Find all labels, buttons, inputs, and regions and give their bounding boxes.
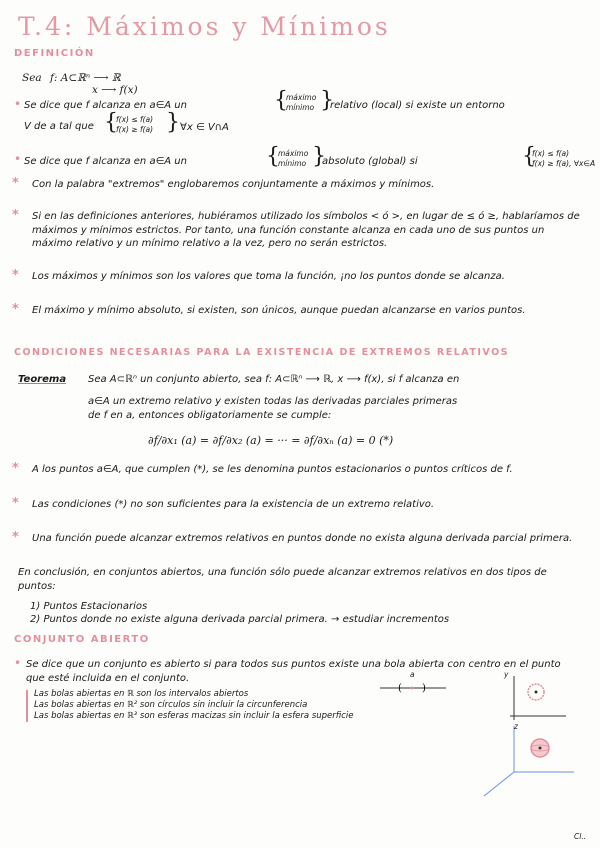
note-valores: Los máximos y mínimos son los valores que toma la función, ¡no los puntos donde se alcanza. [32,271,505,282]
interval-center-label: a [410,670,415,679]
bullet-icon: • [14,97,22,111]
theorem-label: Teorema [18,374,67,385]
page-title: T.4: Máximos y Mínimos [18,12,391,41]
def-relative-b: relativo (local) si existe un entorno [330,100,505,111]
sea-label: Sea [22,72,42,84]
left-brace-icon: { [104,110,118,135]
section-heading-condiciones: CONDICIONES NECESARIAS PARA LA EXISTENCIA DE EXTREMOS RELATIVOS [14,347,509,358]
brace-min-label: mínimo [278,159,307,168]
asterisk-icon: * [12,208,19,223]
svg-text:): ) [422,683,426,694]
page-footer: Cl.. [574,832,587,841]
def-absolute-b: absoluto (global) si [322,156,418,167]
theorem-line-3: de f en a, entonces obligatoriamente se cumple: [88,410,332,421]
point-type-2: 2) Puntos donde no existe alguna derivada parcial primera. → estudiar incrementos [30,614,450,625]
right-brace-icon: } [312,144,326,169]
ball-r3: Las bolas abiertas en ℝ³ son esferas macizas sin incluir la esfera superficie [34,711,354,721]
def-relative-a: Se dice que f alcanza en a∈A un [24,100,187,111]
brace-max-label: máximo [278,149,309,158]
note-estrictos: Si en las definiciones anteriores, hubiéramos utilizado los símbolos < ó >, en lugar de ≤ ó ≥, hablaríamos de máximos y mínimos estrictos. Por tanto, una función constante alcanza en cada uno de sus puntos un máximo relativo y un mínimo relativo a la vez, pero no serán estrictos. [32,211,580,249]
left-brace-icon: { [522,144,536,169]
interval-sketch-icon [378,676,448,696]
theorem-line-1: Sea A⊂ℝⁿ un conjunto abierto, sea f: A⊂ℝⁿ ⟶ ℝ, x ⟶ f(x), si f alcanza en [88,374,460,385]
variable-mapping: x ⟶ f(x) [92,84,138,96]
left-brace-icon: { [266,144,280,169]
note-sin-derivada: Una función puede alcanzar extremos relativos en puntos donde no exista alguna derivada parcial primera. [32,533,573,544]
asterisk-icon: * [12,176,19,191]
function-mapping: f: A⊂ℝⁿ ⟶ ℝ [50,72,121,84]
bracket-line [26,690,28,722]
plane-ball-sketch-icon [500,672,570,722]
brace-min-label: mínimo [286,103,315,112]
note-unicos: El máximo y mínimo absoluto, si existen, son únicos, aunque puedan alcanzarse en varios puntos. [32,305,526,316]
axis-z-label: z [514,722,518,731]
section-heading-conjunto: CONJUNTO ABIERTO [14,634,150,645]
axis-y-label: y [504,670,509,679]
cond-min: f(x) ≥ f(a) [116,125,154,134]
svg-text:(: ( [398,683,402,694]
sphere-ball-sketch-icon [478,722,578,800]
ball-r2: Las bolas abiertas en ℝ² son círculos sin incluir la circunferencia [34,700,308,710]
def-relative-d: ∀x ∈ V∩A [180,122,229,133]
left-brace-icon: { [274,88,288,113]
cond-max: f(x) ≤ f(a) [532,149,570,158]
cond-min: f(x) ≥ f(a), ∀x∈A [532,159,596,168]
def-conjunto-abierto: Se dice que un conjunto es abierto si para todos sus puntos existe una bola abierta con centro en el punto que esté incluida en el conjunto. [26,659,561,684]
note-estacionarios: A los puntos a∈A, que cumplen (*), se les denomina puntos estacionarios o puntos críticos de f. [32,464,513,475]
asterisk-icon: * [12,461,19,476]
conclusion-text: En conclusión, en conjuntos abiertos, una función sólo puede alcanzar extremos relativos en dos tipos de puntos: [18,567,547,592]
def-absolute-a: Se dice que f alcanza en a∈A un [24,156,187,167]
section-heading-definicion: DEFINICIÓN [14,48,95,59]
asterisk-icon: * [12,302,19,317]
asterisk-icon: * [12,530,19,545]
theorem-formula: ∂f/∂x₁ (a) = ∂f/∂x₂ (a) = ··· = ∂f/∂xₙ (a) = 0 (*) [148,434,394,447]
def-relative-c: V de a tal que [24,121,94,132]
ball-r1: Las bolas abiertas en ℝ son los intervalos abiertos [34,689,249,699]
right-brace-icon: } [320,88,334,113]
point-type-1: 1) Puntos Estacionarios [30,601,148,612]
note-extremos: Con la palabra "extremos" englobaremos conjuntamente a máximos y mínimos. [32,179,435,190]
bullet-icon: • [14,152,22,166]
asterisk-icon: * [12,496,19,511]
theorem-line-2: a∈A un extremo relativo y existen todas las derivadas parciales primeras [88,396,458,407]
right-brace-icon: } [166,110,180,135]
asterisk-icon: * [12,268,19,283]
bullet-icon: • [14,656,22,670]
brace-max-label: máximo [286,93,317,102]
note-no-suficientes: Las condiciones (*) no son suficientes para la existencia de un extremo relativo. [32,499,435,510]
cond-max: f(x) ≤ f(a) [116,115,154,124]
